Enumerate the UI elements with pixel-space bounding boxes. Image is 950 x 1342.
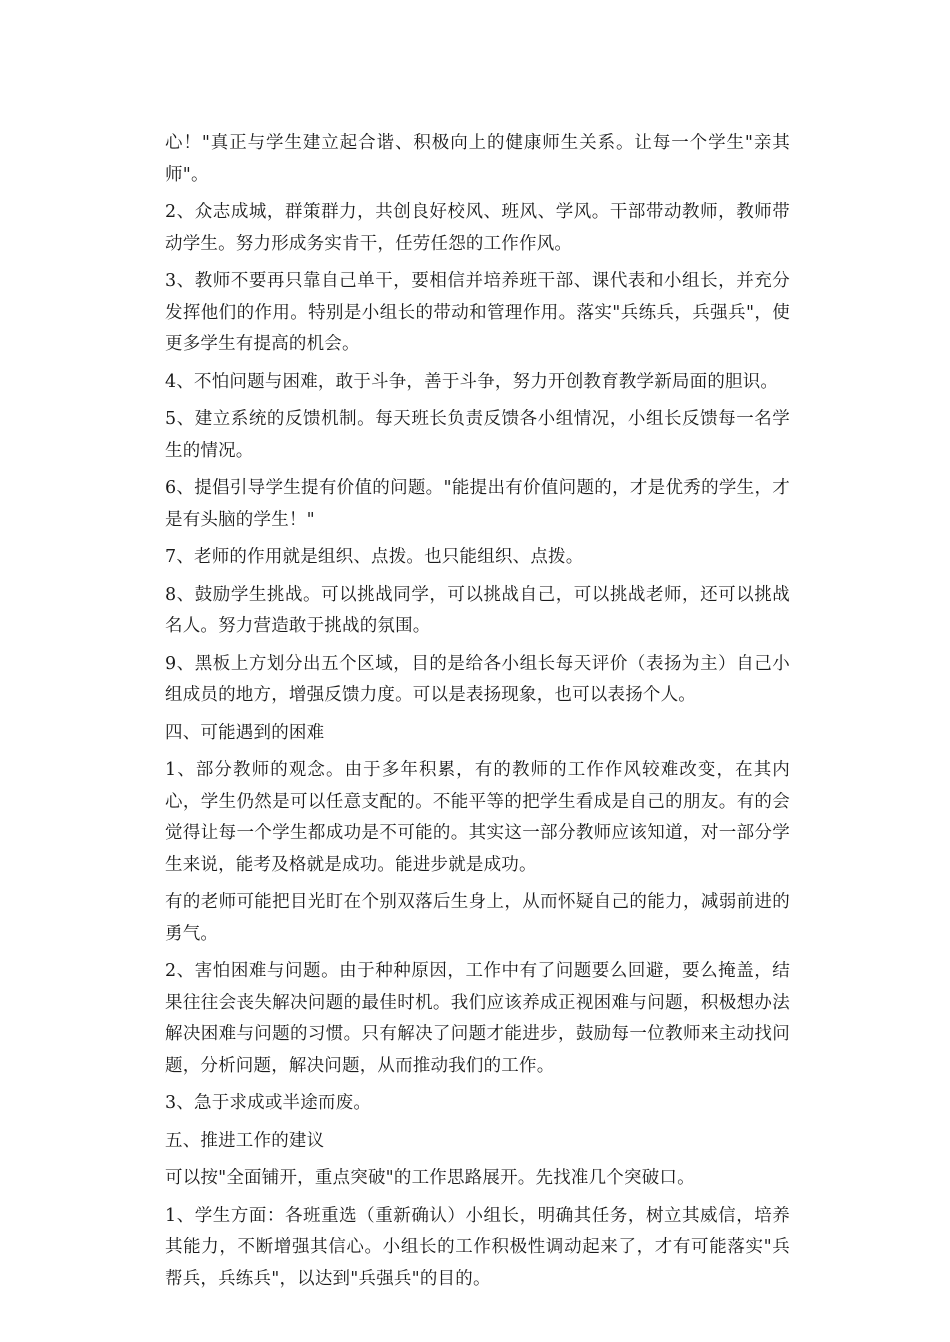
paragraph: 6、提倡引导学生提有价值的问题。"能提出有价值问题的，才是优秀的学生，才是有头脑的学生！" [165, 478, 790, 530]
document-body [165, 128, 790, 1301]
paragraph: 2、害怕困难与问题。由于种种原因，工作中有了问题要么回避，要么掩盖，结果往往会丧失解决问题的最佳时机。我们应该养成正视困难与问题，积极想办法解决困难与问题的习惯。只有解决了问题才能进步，鼓励每一位教师来主动找问题，分析问题，解决问题，从而推动我们的工作。 [165, 961, 790, 1076]
paragraph: 8、鼓励学生挑战。可以挑战同学，可以挑战自己，可以挑战老师，还可以挑战名人。努力营造敢于挑战的氛围。 [165, 584, 790, 636]
paragraph: 4、不怕问题与困难，敢于斗争，善于斗争，努力开创教育教学新局面的胆识。 [165, 371, 779, 392]
paragraph: 3、教师不要再只靠自己单干，要相信并培养班干部、课代表和小组长，并充分发挥他们的作用。特别是小组长的带动和管理作用。落实"兵练兵，兵强兵"，使更多学生有提高的机会。 [165, 271, 790, 354]
section-heading: 四、可能遇到的困难 [165, 722, 325, 743]
paragraph: 3、急于求成或半途而废。 [165, 1093, 372, 1113]
paragraph: 有的老师可能把目光盯在个别双落后生身上，从而怀疑自己的能力，减弱前进的勇气。 [165, 892, 790, 944]
paragraph: 9、黑板上方划分出五个区域，目的是给各小组长每天评价（表扬为主）自己小组成员的地方，增强反馈力度。可以是表扬现象，也可以表扬个人。 [165, 653, 790, 705]
paragraph: 5、建立系统的反馈机制。每天班长负责反馈各小组情况，小组长反馈每一名学生的情况。 [165, 409, 790, 461]
paragraph: 心！"真正与学生建立起合谐、积极向上的健康师生关系。让每一个学生"亲其师"。 [165, 133, 790, 185]
paragraph: 2、众志成城，群策群力，共创良好校风、班风、学风。干部带动教师，教师带动学生。努力形成务实肯干，任劳任怨的工作作风。 [165, 202, 790, 254]
paragraph: 1、部分教师的观念。由于多年积累，有的教师的工作作风较难改变，在其内心，学生仍然是可以任意支配的。不能平等的把学生看成是自己的朋友。有的会觉得让每一个学生都成功是不可能的。其实这一部分教师应该知道，对一部分学生来说，能考及格就是成功。能进步就是成功。 [165, 760, 790, 875]
paragraph: 7、老师的作用就是组织、点拨。也只能组织、点拨。 [165, 547, 584, 567]
paragraph: 1、学生方面：各班重选（重新确认）小组长，明确其任务，树立其威信，培养其能力，不断增强其信心。小组长的工作积极性调动起来了，才有可能落实"兵帮兵，兵练兵"，以达到"兵强兵"的目的。 [165, 1205, 790, 1289]
paragraph: 可以按"全面铺开，重点突破"的工作思路展开。先找准几个突破口。 [165, 1168, 695, 1188]
section-heading: 五、推进工作的建议 [165, 1130, 325, 1151]
